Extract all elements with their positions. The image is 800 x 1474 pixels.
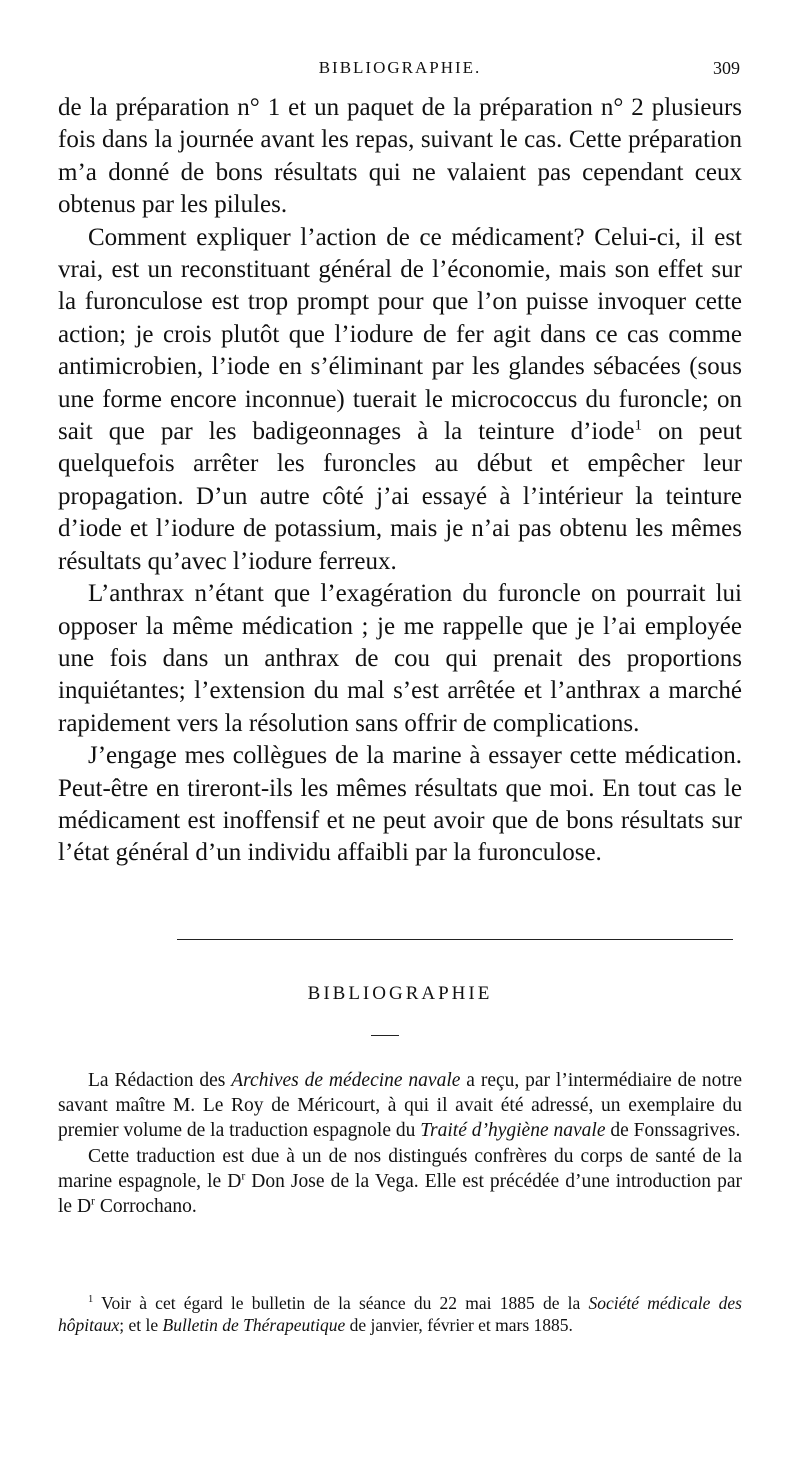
book-title: Traité d’hygiène navale	[420, 1120, 606, 1142]
paragraph: J’engage mes collègues de la marine à essayer cette médication. Peut-être en tireront-ils les mêmes résultats que moi. En tout cas le médicament est inoffensif et ne peut avoir que de bons résultats sur l’état général d’un individu affaibli par la furonculose.	[58, 742, 742, 867]
footnote-text	[58, 1292, 742, 1336]
abbrev-superscript: r	[241, 1169, 246, 1183]
text: La Rédaction des	[88, 1070, 232, 1091]
page-number: 309	[713, 58, 740, 78]
text: a reçu, par l’intermédiaire de notre savant maître M. Le Roy de Méricourt, à qui il avait été adressé, un exemplaire du premier volume de la traduction espagnole du	[58, 1070, 742, 1142]
paragraph	[58, 1144, 742, 1220]
paragraph: de la préparation n° 1 et un paquet de la préparation n° 2 plusieurs fois dans la journée avant les repas, suivant le cas. Cette préparation m’a donné de bons résultats qui ne valaient pas cependant ceux obtenus par les pilules.	[58, 94, 742, 219]
footnote	[58, 1292, 742, 1336]
text: de Fonssagrives.	[605, 1120, 741, 1142]
section-title: BIBLIOGRAPHIE	[307, 983, 493, 1004]
paragraph	[58, 1068, 742, 1144]
journal-title: Archives de médecine navale	[231, 1070, 461, 1091]
paragraph-text: Comment expliquer l’action de ce médicament? Celui-ci, il est vrai, est un reconstituant général de l’économie, mais son effet sur la furonculose est trop prompt pour que l’on puisse invoquer cette action; je crois plutôt que l’iodure de fer agit dans ce cas comme antimicrobien, l’iode en s’éliminant par les glandes sébacées (sous une forme encore inconnue) tuerait le micrococcus du furoncle; on sait que par les badigeonnages à la teinture d’iode	[58, 223, 742, 446]
paragraph	[58, 222, 742, 578]
text: ; et le	[119, 1315, 163, 1335]
text: de janvier, février et mars 1885.	[345, 1315, 573, 1335]
text: Don Jose de la Vega. Elle est précédée d’une introduction par le D	[58, 1170, 742, 1218]
paragraph-text: on peut quelquefois arrêter les furoncles au début et empêcher leur propagation. D’un autre côté j’ai essayé à l’intérieur la teinture d’iode et l’iodure de potassium, mais je n’ai pas obtenu les mêmes résultats qu’avec l’iodure ferreux.	[58, 418, 742, 575]
text: Corrochano.	[94, 1196, 197, 1218]
footnote-ref: 1	[634, 417, 642, 434]
abbrev-superscript: r	[91, 1194, 95, 1208]
paragraph: L’anthrax n’étant que l’exagération du furoncle on pourrait lui opposer la même médication ; je me rappelle que je l’ai employée une fois dans un anthrax de cou qui prenait des proportions inquiétantes; l’extension du mal s’est arrêtée et l’anthrax a marché rapidement vers la résolution sans offrir de complications.	[58, 580, 742, 737]
footnote-mark: 1	[88, 1294, 94, 1306]
running-head	[60, 58, 740, 82]
section-divider	[177, 939, 733, 940]
running-title: BIBLIOGRAPHIE.	[318, 58, 482, 77]
journal-title: Bulletin de Thérapeutique	[162, 1315, 346, 1335]
main-text	[58, 92, 742, 870]
text: Voir à cet égard le bulletin de la séance du 22 mai 1885 de la	[93, 1293, 589, 1313]
journal-title: Société médicale des hôpitaux	[58, 1293, 742, 1335]
bibliography-text	[58, 1068, 742, 1219]
text: Cette traduction est due à un de nos distingués confrères du corps de santé de la marine espagnole, le D	[58, 1145, 742, 1192]
title-dash	[371, 1035, 399, 1036]
